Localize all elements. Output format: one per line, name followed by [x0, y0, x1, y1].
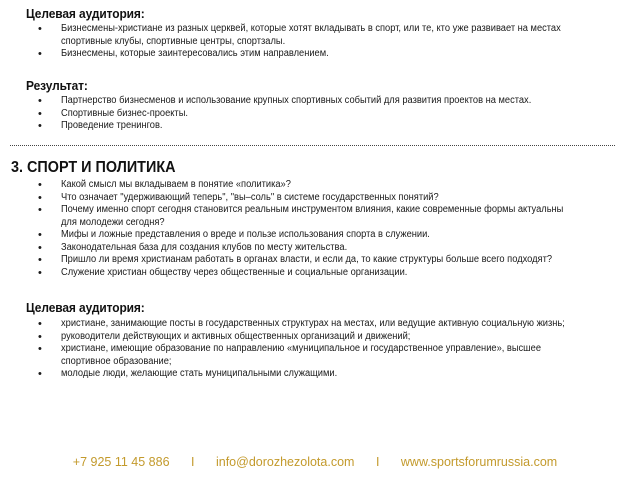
target-audience-list: [0, 23, 621, 61]
list-item: • христиане, занимающие посты в государственных структурах на местах, или ведущие активную социальную жизнь;: [38, 318, 565, 330]
target-audience-heading: Целевая аудитория:: [26, 6, 145, 21]
bullet-icon: •: [38, 254, 42, 266]
list-item: • Проведение тренингов.: [38, 120, 163, 132]
bullet-icon: •: [38, 48, 42, 60]
result-list: [0, 95, 621, 133]
list-item: • Бизнесмены, которые заинтересовались этим направлением.: [38, 48, 329, 60]
footer-website[interactable]: www.sportsforumrussia.com: [400, 455, 558, 469]
list-item: • Какой смысл мы вкладываем в понятие «политика»?: [38, 179, 291, 191]
target-audience-list-2: [0, 318, 621, 381]
dotted-divider: [10, 145, 615, 146]
bullet-icon: •: [38, 229, 42, 241]
list-item: • Что означает "удерживающий теперь", "вы–соль" в системе государственных понятий?: [38, 191, 439, 204]
target-audience-heading-2: Целевая аудитория:: [26, 300, 145, 315]
list-item: • Пришло ли время христианам работать в органах власти, и если да, то какие структуры больше всего подходят?: [38, 254, 553, 266]
bullet-icon: •: [38, 318, 42, 330]
list-item: • молодые люди, желающие стать муниципальными служащими.: [38, 368, 338, 380]
bullet-icon: •: [38, 330, 42, 343]
list-item: • Мифы и ложные представления о вреде и пользе использования спорта в служении.: [38, 229, 430, 241]
bullet-icon: •: [38, 204, 42, 216]
bullet-icon: •: [38, 95, 42, 107]
bullet-icon: •: [38, 241, 42, 254]
bullet-icon: •: [38, 179, 42, 191]
list-item: • Почему именно спорт сегодня становится реальным инструментом влияния, какие современные формы актуальны: [38, 204, 564, 216]
list-item: для молодежи сегодня?: [61, 216, 165, 228]
footer-contacts: [0, 455, 630, 469]
section-title: 3. СПОРТ И ПОЛИТИКА: [11, 159, 176, 176]
bullet-icon: •: [38, 120, 42, 132]
bullet-icon: •: [38, 368, 42, 380]
footer-email[interactable]: info@dorozhezolota.com: [215, 455, 355, 469]
list-item: • руководители действующих и активных общественных организаций и движений;: [38, 330, 411, 343]
list-item: • Спортивные бизнес-проекты.: [38, 107, 188, 120]
list-item: спортивное образование;: [61, 355, 172, 367]
bullet-icon: •: [38, 107, 42, 120]
list-item: • христиане, имеющие образование по направлению «муниципальное и государственное управление», высшее: [38, 343, 541, 355]
bullet-icon: •: [38, 266, 42, 279]
footer-separator: I: [191, 455, 195, 469]
result-heading: Результат:: [26, 78, 88, 93]
bullet-icon: •: [38, 343, 42, 355]
sport-politics-list: [0, 179, 621, 279]
list-item: • Партнерство бизнесменов и использование крупных спортивных событий для развития проектов на местах.: [38, 95, 532, 107]
list-item: • Законодательная база для создания клубов по месту жительства.: [38, 241, 348, 254]
list-item: • Бизнесмены-христиане из разных церквей, которые хотят вкладывать в спорт, или те, кто уже развивает на местах: [38, 23, 561, 35]
bullet-icon: •: [38, 191, 42, 204]
bullet-icon: •: [38, 23, 42, 35]
footer-phone: +7 925 11 45 886: [72, 455, 170, 469]
list-item: • Служение христиан обществу через общественные и социальные организации.: [38, 266, 408, 279]
list-item: спортивные клубы, спортивные центры, спортзалы.: [61, 35, 286, 47]
footer-separator: I: [375, 455, 380, 469]
